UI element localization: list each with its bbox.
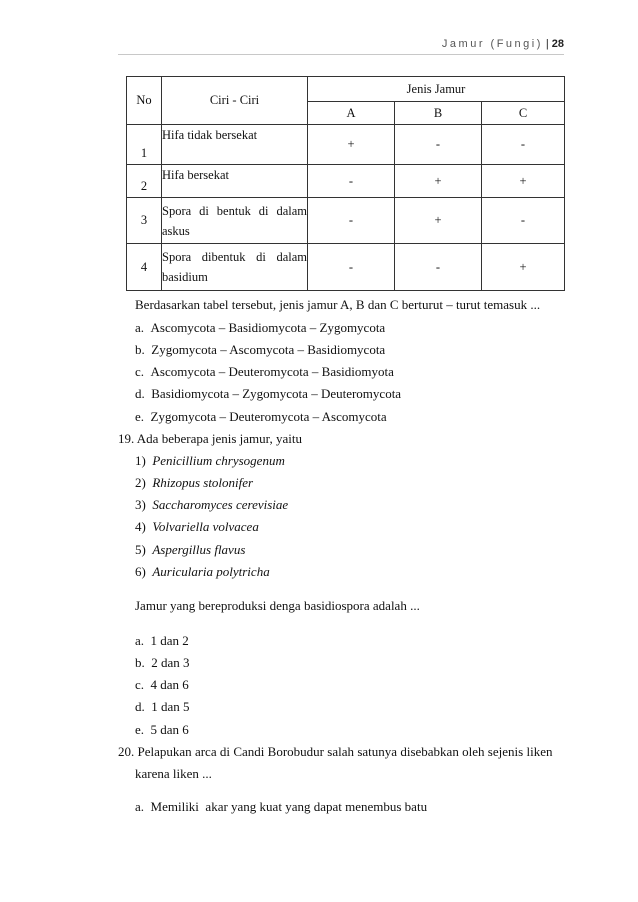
option-label: a. <box>135 633 145 648</box>
q19-option <box>135 655 190 671</box>
col-group-header: Jenis Jamur <box>308 77 565 102</box>
row-b: + <box>395 165 482 198</box>
option-text: Memiliki akar yang kuat yang dapat menembus batu <box>150 799 428 814</box>
q18-stem: Berdasarkan tabel tersebut, jenis jamur A, B dan C berturut – turut temasuk ... <box>135 297 541 312</box>
row-a: - <box>308 198 395 244</box>
q18-option <box>135 342 385 358</box>
row-c: - <box>482 198 565 244</box>
item-text: Volvariella volvacea <box>152 519 259 534</box>
q19-option <box>135 699 190 715</box>
row-a: - <box>308 165 395 198</box>
row-ciri-text: Hifa bersekat <box>162 168 229 182</box>
q19-item <box>135 564 270 580</box>
option-label: b. <box>135 655 145 670</box>
option-text: Ascomycota – Basidiomycota – Zygomycota <box>150 320 386 335</box>
q18-option <box>135 320 385 336</box>
q19-item <box>135 453 285 469</box>
q19-option <box>135 633 189 649</box>
q19-option <box>135 677 189 693</box>
item-label: 4) <box>135 519 146 534</box>
chapter-title: Jamur (Fungi) <box>441 38 543 50</box>
row-a: - <box>308 244 395 291</box>
q19-question: Jamur yang bereproduksi denga basidiospora adalah ... <box>135 598 420 613</box>
row-ciri <box>162 165 308 198</box>
option-text: Ascomycota – Deuteromycota – Basidiomyota <box>150 364 394 379</box>
table-row <box>127 198 565 244</box>
q18-option <box>135 364 394 380</box>
question-stem: Ada beberapa jenis jamur, yaitu <box>136 431 302 446</box>
header-separator: | <box>545 38 549 50</box>
row-ciri-line1: Spora di bentuk di dalam <box>162 203 307 218</box>
row-ciri <box>162 244 308 291</box>
option-label: a. <box>135 799 145 814</box>
col-c-header: C <box>482 102 565 125</box>
q19-item <box>135 519 259 535</box>
question-number: 20. <box>118 744 135 759</box>
row-b: - <box>395 244 482 291</box>
option-text: Basidiomycota – Zygomycota – Deuteromycota <box>151 386 402 401</box>
row-c: + <box>482 165 565 198</box>
item-text: Saccharomyces cerevisiae <box>152 497 289 512</box>
characteristics-table <box>126 76 565 291</box>
q20-stem <box>118 744 564 760</box>
q20-option <box>135 799 427 815</box>
row-c: - <box>482 125 565 165</box>
item-text: Rhizopus stolonifer <box>152 475 254 490</box>
q19-option <box>135 722 189 738</box>
row-c: + <box>482 244 565 291</box>
table-row <box>127 125 565 165</box>
option-label: a. <box>135 320 145 335</box>
row-b: - <box>395 125 482 165</box>
question-number: 19. <box>118 431 135 446</box>
q20-line2: karena liken ... <box>135 766 212 781</box>
option-text: 4 dan 6 <box>150 677 189 692</box>
row-ciri <box>162 125 308 165</box>
row-ciri <box>162 198 308 244</box>
option-text: 2 dan 3 <box>151 655 190 670</box>
row-no: 1 <box>127 125 162 165</box>
q18-option <box>135 386 401 402</box>
q19-stem <box>118 431 302 447</box>
page-header <box>442 38 564 50</box>
row-ciri-line2: basidium <box>162 270 208 284</box>
option-label: e. <box>135 722 145 737</box>
option-label: d. <box>135 386 145 401</box>
item-label: 2) <box>135 475 146 490</box>
option-label: c. <box>135 364 145 379</box>
item-text: Auricularia polytricha <box>152 564 270 579</box>
table-row <box>127 165 565 198</box>
option-text: 1 dan 2 <box>150 633 189 648</box>
col-a-header: A <box>308 102 395 125</box>
q19-item <box>135 475 253 491</box>
q19-item <box>135 497 288 513</box>
row-b: + <box>395 198 482 244</box>
col-ciri-header: Ciri - Ciri <box>162 77 308 125</box>
item-label: 5) <box>135 542 146 557</box>
option-text: Zygomycota – Ascomycota – Basidiomycota <box>151 342 386 357</box>
row-ciri-line2: askus <box>162 223 190 238</box>
item-label: 3) <box>135 497 146 512</box>
row-no: 2 <box>127 165 162 198</box>
col-no-header: No <box>127 77 162 125</box>
header-rule <box>118 54 564 55</box>
row-ciri-text: Hifa tidak bersekat <box>162 128 258 142</box>
option-text: 1 dan 5 <box>151 699 190 714</box>
item-text: Penicillium chrysogenum <box>152 453 285 468</box>
q19-item <box>135 542 245 558</box>
row-no: 3 <box>127 198 162 244</box>
row-ciri-line1: Spora dibentuk di dalam <box>162 250 307 264</box>
option-label: c. <box>135 677 145 692</box>
option-label: b. <box>135 342 145 357</box>
q20-line1: Pelapukan arca di Candi Borobudur salah satunya disebabkan oleh sejenis liken <box>137 744 553 759</box>
item-label: 6) <box>135 564 146 579</box>
item-text: Aspergillus flavus <box>152 542 246 557</box>
option-label: d. <box>135 699 145 714</box>
col-b-header: B <box>395 102 482 125</box>
option-text: Zygomycota – Deuteromycota – Ascomycota <box>150 409 387 424</box>
option-label: e. <box>135 409 145 424</box>
table-row <box>127 244 565 291</box>
option-text: 5 dan 6 <box>150 722 189 737</box>
item-label: 1) <box>135 453 146 468</box>
page-number: 28 <box>551 38 564 50</box>
q18-option <box>135 409 387 425</box>
row-a: + <box>308 125 395 165</box>
row-no: 4 <box>127 244 162 291</box>
